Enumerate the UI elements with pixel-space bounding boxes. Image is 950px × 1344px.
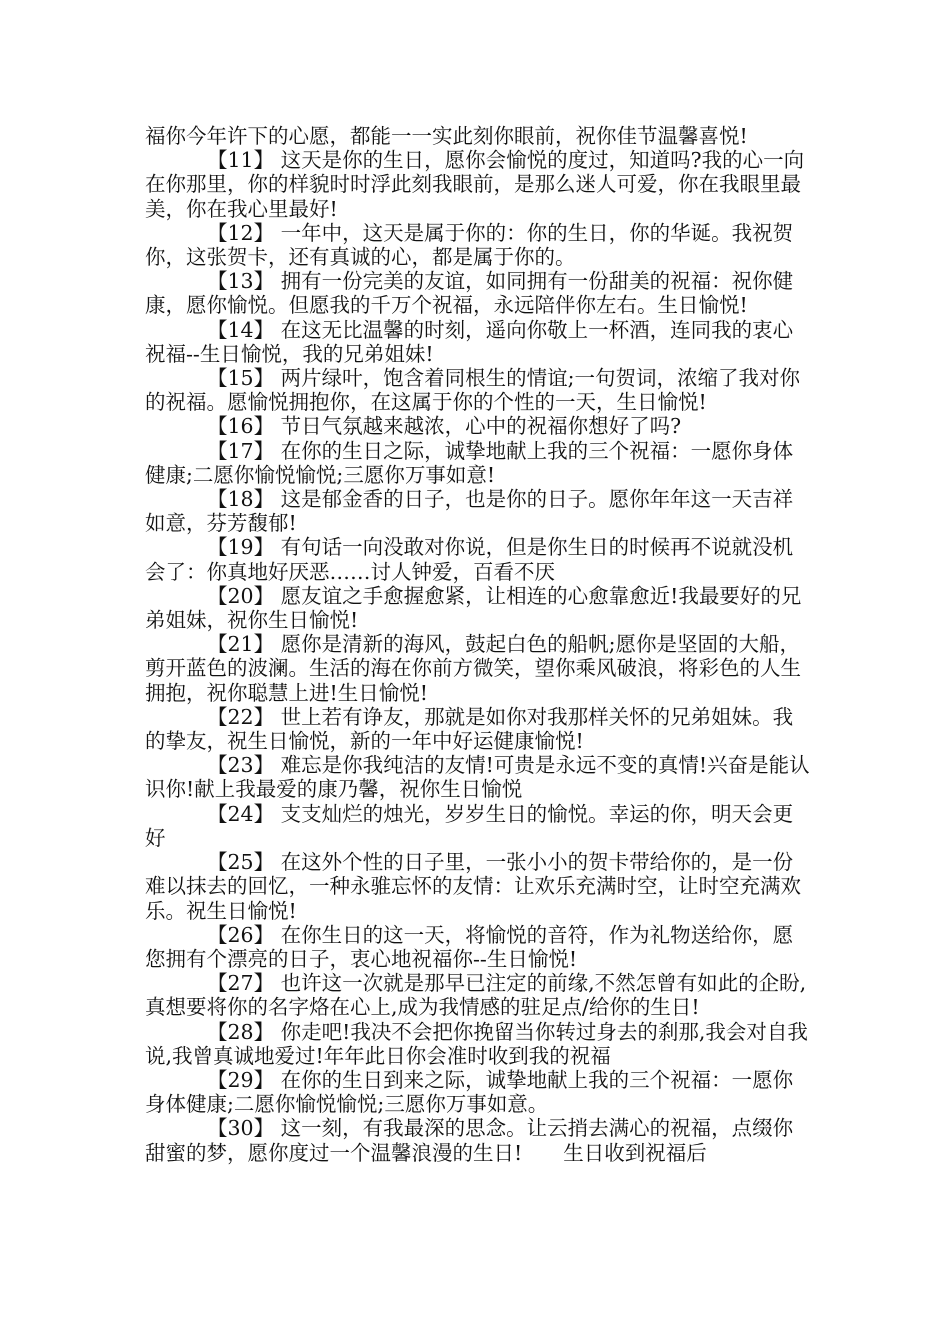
entry-number: 【21】: [207, 632, 275, 657]
entry-15: [145, 366, 813, 414]
entry-14: [145, 318, 813, 366]
entry-number: 【14】: [207, 317, 275, 342]
entry-text: 这一刻，有我最深的思念。让云捎去满心的祝福，点缀你甜蜜的梦，愿你度过一个温馨浪漫的生日! 生日收到祝福后: [145, 1116, 794, 1165]
entry-number: 【19】: [207, 535, 275, 560]
document-body: [145, 124, 813, 1165]
entry-text: 世上若有诤友，那就是如你对我那样关怀的兄弟姐妹。我的挚友，祝生日愉悦，新的一年中好运健康愉悦!: [145, 704, 794, 754]
entry-number: 【30】: [207, 1116, 275, 1141]
entry-20: [145, 584, 813, 632]
entry-number: 【23】: [207, 753, 275, 778]
entry-number: 【16】: [207, 414, 275, 439]
entry-19: [145, 535, 813, 583]
entry-26: [145, 923, 813, 971]
entry-21: [145, 632, 813, 705]
entry-text: 有句话一向没敢对你说，但是你生日的时候再不说就没机会了：你真地好厌恶……讨人钟爱，百看不厌: [145, 535, 794, 584]
entry-number: 【18】: [207, 487, 275, 512]
entry-number: 【17】: [207, 438, 275, 463]
entry-30: [145, 1116, 813, 1164]
entry-23: [145, 753, 813, 801]
entry-number: 【24】: [207, 801, 275, 826]
entry-25: [145, 850, 813, 923]
entry-22: [145, 705, 813, 753]
entry-text: 节日气氛越来越浓，心中的祝福你想好了吗?: [274, 414, 682, 439]
entry-text: 你走吧!我决不会把你挽留当你转过身去的刹那,我会对自我说,我曾真诚地爱过!年年此日你会准时收到我的祝福: [145, 1019, 808, 1068]
entry-text: 这是郁金香的日子，也是你的日子。愿你年年这一天吉祥如意，芬芳馥郁!: [145, 487, 794, 536]
entry-13: [145, 269, 813, 317]
entry-number: 【29】: [207, 1067, 275, 1092]
entry-number: 【27】: [207, 971, 275, 996]
entry-text: 两片绿叶，饱含着同根生的情谊;一句贺词，浓缩了我对你的祝福。愿愉悦拥抱你，在这属于你的个性的一天，生日愉悦!: [145, 366, 801, 415]
entry-number: 【15】: [207, 366, 275, 391]
entry-17: [145, 439, 813, 487]
entry-text: 拥有一份完美的友谊，如同拥有一份甜美的祝福：祝你健康，愿你愉悦。但愿我的千万个祝福，永远陪伴你左右。生日愉悦!: [145, 269, 794, 318]
entry-number: 【11】: [207, 148, 275, 173]
entry-text: 支支灿烂的烛光，岁岁生日的愉悦。幸运的你，明天会更好: [145, 801, 794, 850]
entry-number: 【13】: [207, 269, 275, 294]
entry-11: [145, 148, 813, 221]
entry-text: 愿你是清新的海风，鼓起白色的船帆;愿你是坚固的大船，剪开蓝色的波澜。生活的海在你前方微笑，望你乘风破浪，将彩色的人生拥抱，祝你聪慧上进!生日愉悦!: [145, 632, 801, 705]
entry-28: [145, 1020, 813, 1068]
entry-16: [145, 414, 813, 438]
entry-text: 难忘是你我纯洁的友情!可贵是永远不变的真情!兴奋是能认识你!献上我最爱的康乃馨，祝你生日愉悦: [145, 753, 810, 802]
entry-12: [145, 221, 813, 269]
entry-18: [145, 487, 813, 535]
entry-text: 愿友谊之手愈握愈紧，让相连的心愈靠愈近!我最要好的兄弟姐妹，祝你生日愉悦!: [145, 583, 802, 633]
entry-29: [145, 1068, 813, 1116]
entry-text: 在这外个性的日子里，一张小小的贺卡带给你的，是一份难以抹去的回忆，一种永骓忘怀的友情：让欢乐充满时空，让时空充满欢乐。祝生日愉悦!: [145, 850, 801, 923]
entry-24: [145, 802, 813, 850]
entry-text: 在你生日的这一天，将愉悦的音符，作为礼物送给你，愿您拥有个漂亮的日子，衷心地祝福你--生日愉悦!: [145, 922, 794, 971]
entry-27: [145, 971, 813, 1019]
entry-text: 这天是你的生日，愿你会愉悦的度过，知道吗?我的心一向在你那里，你的样貌时时浮此刻我眼前，是那么迷人可爱，你在我眼里最美，你在我心里最好!: [145, 148, 805, 221]
entry-number: 【28】: [207, 1019, 275, 1044]
entry-number: 【26】: [207, 922, 275, 947]
entry-text: 在这无比温馨的时刻，遥向你敬上一杯酒，连同我的衷心祝福--生日愉悦，我的兄弟姐妹!: [145, 317, 794, 366]
lead-paragraph: 福你今年许下的心愿，都能一一实此刻你眼前，祝你佳节温馨喜悦!: [145, 124, 748, 148]
entry-number: 【22】: [207, 704, 275, 729]
entry-text: 一年中，这天是属于你的：你的生日，你的华诞。我祝贺你，这张贺卡，还有真诚的心，都是属于你的。: [145, 220, 794, 270]
entry-number: 【12】: [207, 220, 275, 245]
entry-number: 【25】: [207, 850, 275, 875]
entry-text: 也许这一次就是那早已注定的前缘,不然怎曾有如此的企盼,真想要将你的名字烙在心上,成为我情感的驻足点/给你的生日!: [145, 971, 807, 1020]
entry-text: 在你的生日之际，诚挚地献上我的三个祝福：一愿你身体健康;二愿你愉悦愉悦;三愿你万事如意!: [145, 438, 794, 487]
entry-number: 【20】: [207, 583, 275, 608]
entry-text: 在你的生日到来之际，诚挚地献上我的三个祝福：一愿你身体健康;二愿你愉悦愉悦;三愿你万事如意。: [145, 1067, 794, 1117]
